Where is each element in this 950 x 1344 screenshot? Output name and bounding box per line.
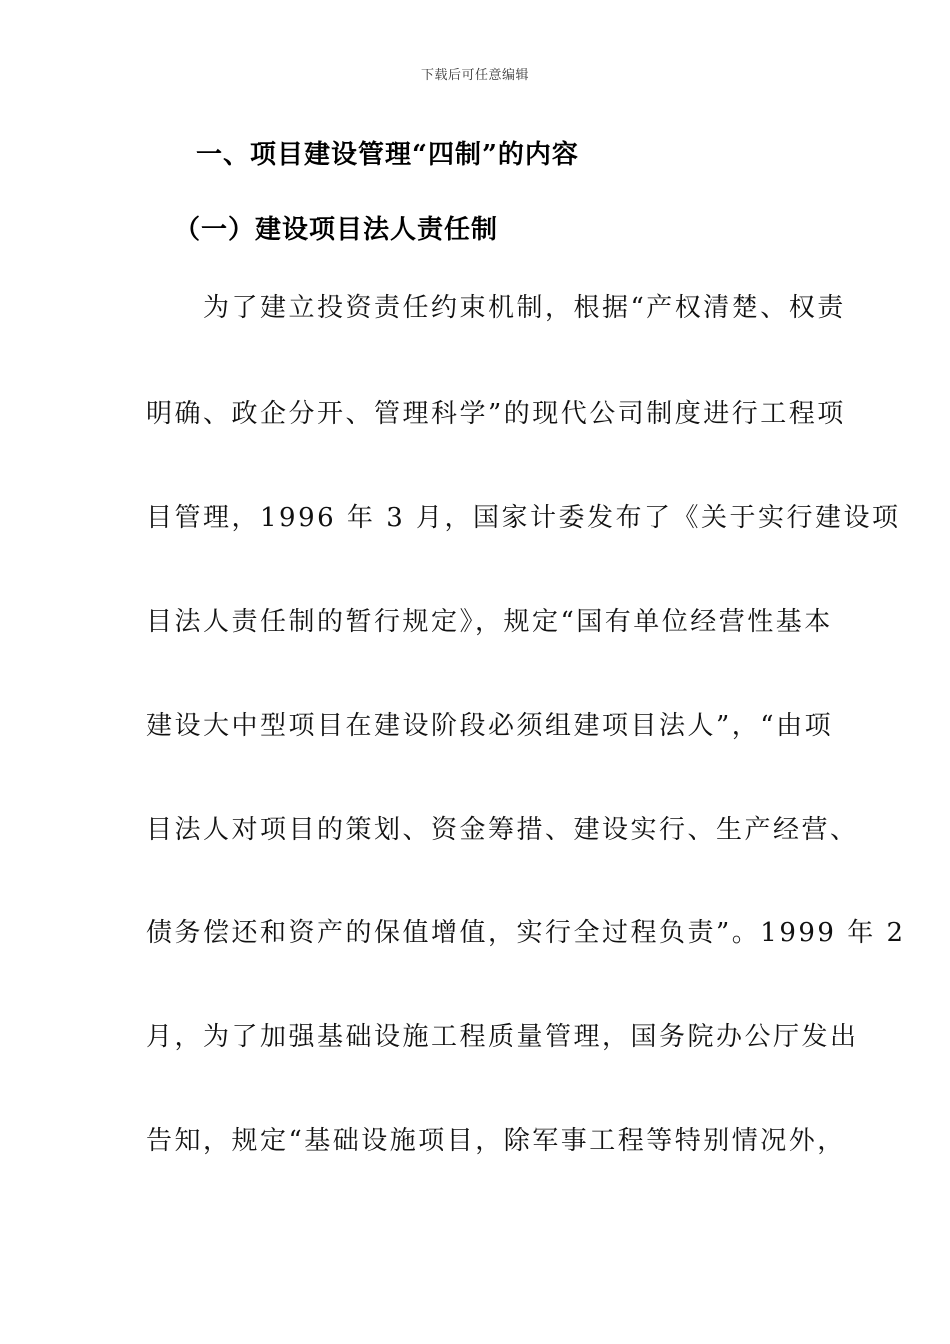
paragraph-line: 目管理，1996 年 3 月，国家计委发布了《关于实行建设项	[146, 503, 901, 533]
subsection-heading: （一）建设项目法人责任制	[174, 215, 499, 245]
section-heading: 一、项目建设管理“四制”的内容	[196, 140, 579, 170]
paragraph-line: 目法人对项目的策划、资金筹措、建设实行、生产经营、	[146, 815, 859, 845]
paragraph-line: 明确、政企分开、管理科学”的现代公司制度进行工程项	[146, 399, 846, 429]
paragraph-line: 为了建立投资责任约束机制，根据“产权清楚、权责	[146, 293, 846, 323]
paragraph-line: 目法人责任制的暂行规定》，规定“国有单位经营性基本	[146, 607, 833, 637]
paragraph-line: 建设大中型项目在建设阶段必须组建项目法人”，“由项	[146, 711, 834, 741]
paragraph-line: 月，为了加强基础设施工程质量管理，国务院办公厅发出	[146, 1022, 859, 1052]
header-note: 下载后可任意编辑	[420, 68, 529, 83]
paragraph-line: 债务偿还和资产的保值增值，实行全过程负责”。1999 年 2	[146, 918, 906, 948]
paragraph-line: 告知，规定“基础设施项目，除军事工程等特别情况外，	[146, 1126, 846, 1156]
